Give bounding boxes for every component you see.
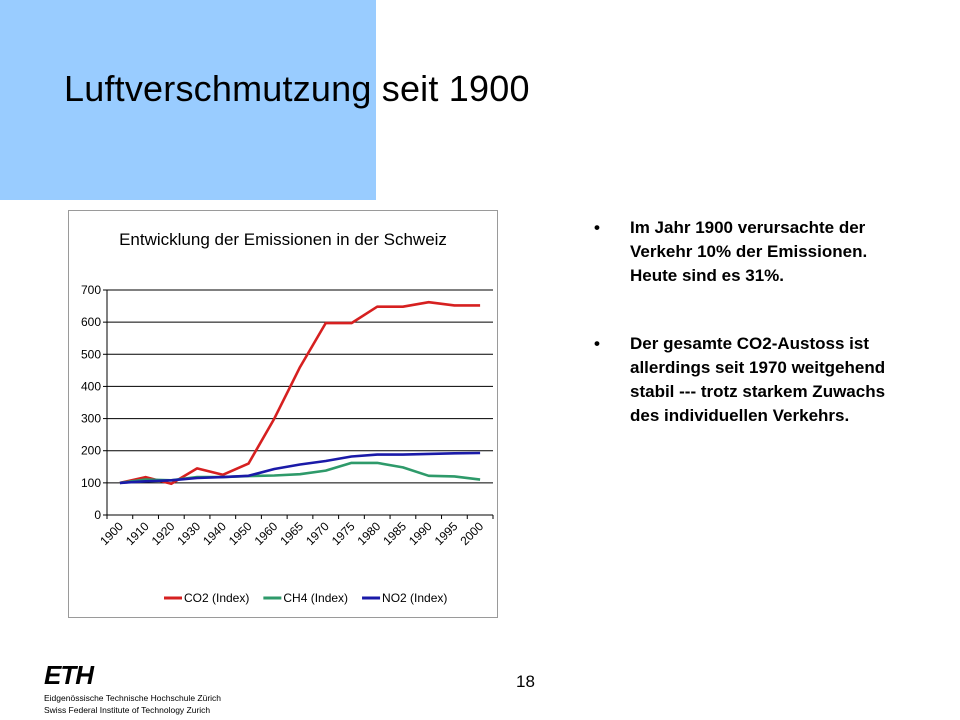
series-line-1 [120, 302, 480, 484]
bullet-item-1 [594, 216, 914, 288]
legend-label-2: CH4 (Index) [283, 591, 349, 605]
eth-logo-line1: Eidgenössische Technische Hochschule Zürich [44, 693, 222, 703]
emissions-line-chart [69, 211, 497, 617]
slide-title: Luftverschmutzung seit 1900 [64, 68, 530, 109]
y-tick-label: 400 [80, 379, 101, 394]
x-tick-label: 1940 [200, 519, 229, 549]
eth-logo-mark: ETH [44, 660, 93, 690]
bullet-marker: • [594, 218, 600, 237]
bullet-list [594, 216, 914, 472]
bullet-item-2 [594, 332, 914, 428]
x-tick-label: 1900 [97, 519, 126, 549]
bullet-marker: • [594, 334, 600, 353]
y-tick-label: 100 [80, 475, 101, 490]
bullet-text-1: Im Jahr 1900 verursachte der Verkehr 10% der Emissionen. Heute sind es 31%. [630, 218, 868, 285]
x-tick-label: 1920 [148, 519, 178, 549]
legend-label-1: CO2 (Index) [184, 591, 250, 605]
x-tick-label: 2000 [457, 519, 487, 549]
x-tick-label: 1995 [431, 519, 461, 549]
x-tick-label: 1980 [354, 519, 384, 549]
x-tick-label: 1950 [225, 519, 255, 549]
y-tick-label: 700 [80, 283, 101, 297]
y-tick-label: 300 [80, 411, 101, 426]
y-tick-label: 500 [80, 347, 101, 362]
eth-logo [44, 660, 221, 715]
bullet-text-2: Der gesamte CO2-Austoss ist allerdings seit 1970 weitgehend stabil --- trotz starkem Zuwachs des individuellen Verkehrs. [630, 334, 886, 425]
x-tick-label: 1975 [328, 519, 358, 549]
x-tick-label: 1985 [380, 519, 410, 549]
x-tick-label: 1965 [277, 519, 307, 549]
x-tick-label: 1960 [251, 519, 281, 549]
y-tick-label: 600 [80, 315, 101, 330]
chart-title: Entwicklung der Emissionen in der Schweiz [119, 230, 447, 249]
series-line-3 [120, 453, 480, 483]
y-tick-label: 200 [80, 443, 101, 458]
y-tick-label: 0 [94, 508, 101, 522]
x-tick-label: 1910 [122, 519, 152, 549]
x-tick-label: 1930 [174, 519, 204, 549]
eth-logo-line2: Swiss Federal Institute of Technology Zurich [44, 705, 211, 715]
x-tick-label: 1990 [406, 519, 435, 549]
legend-label-3: NO2 (Index) [382, 591, 448, 605]
chart-frame [68, 210, 498, 618]
x-tick-label: 1970 [303, 519, 332, 549]
page-number: 18 [516, 672, 535, 691]
